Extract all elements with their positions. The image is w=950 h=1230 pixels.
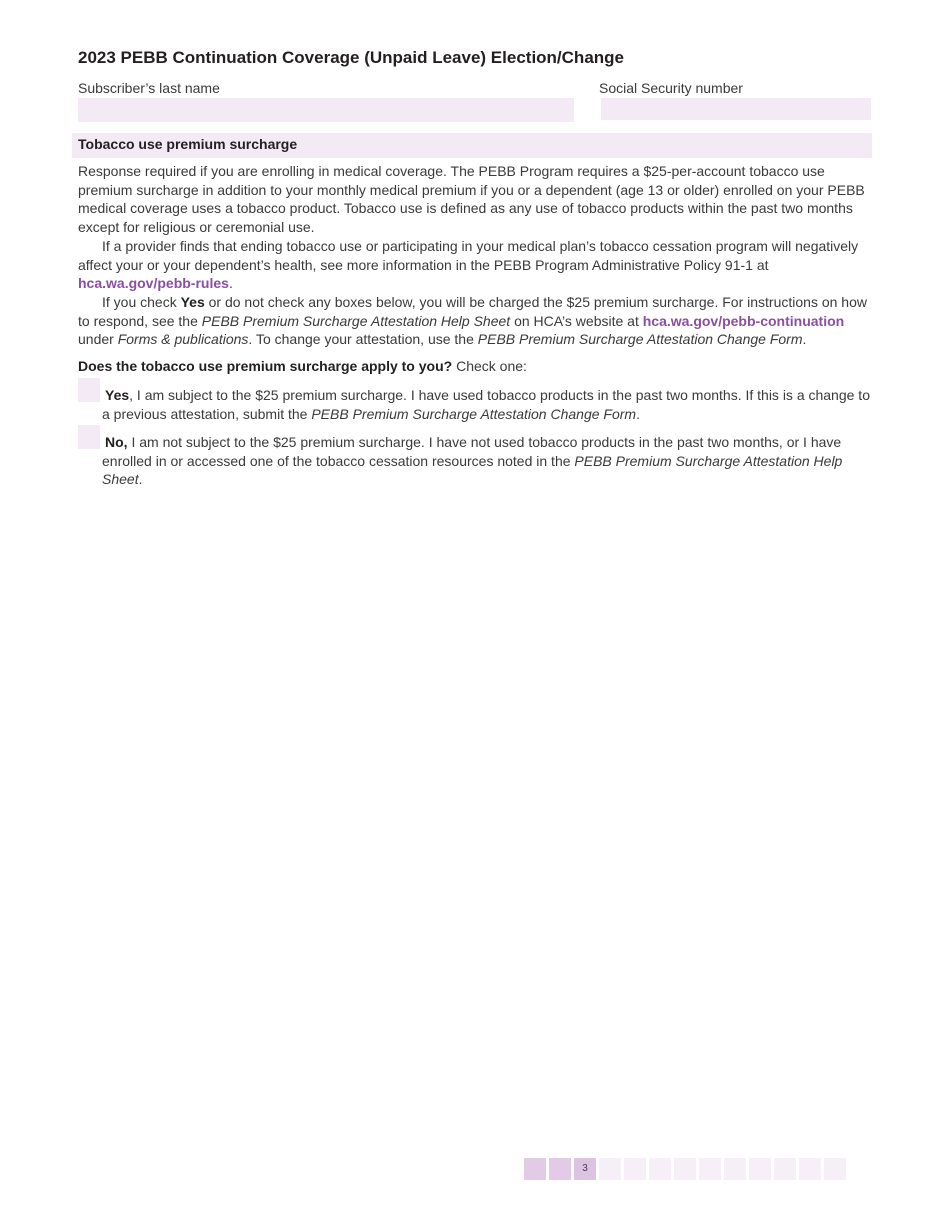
yes-checkbox[interactable] [78,378,100,402]
ssn-label: Social Security number [599,80,743,96]
yes-change-form: PEBB Premium Surcharge Attestation Change Form [311,405,637,422]
tobacco-paragraph-2 [78,237,870,293]
pebb-continuation-link[interactable]: hca.wa.gov/pebb-continuation [642,312,845,329]
tobacco-paragraph-3 [78,293,870,349]
surcharge-question [78,358,527,374]
no-help-sheet: PEBB Premium Surcharge Attestation Help Sheet [102,452,843,488]
page-cell-2 [549,1158,571,1180]
page-cell-7 [674,1158,696,1180]
para3-forms: Forms & publications [117,331,249,348]
question-bold: Does the tobacco use premium surcharge apply to you? [78,358,453,374]
para3-change-form: PEBB Premium Surcharge Attestation Change Form [477,331,803,348]
yes-label: Yes [105,387,130,403]
yes-option-text [102,386,870,423]
last-name-label: Subscriber’s last name [78,80,220,96]
pebb-rules-link[interactable]: hca.wa.gov/pebb-rules [78,275,229,292]
page-cell-4 [599,1158,621,1180]
page-cell-current: 3 [574,1158,596,1180]
page-cell-9 [724,1158,746,1180]
page-cell-10 [749,1158,771,1180]
para3-f: . [802,331,807,348]
page-cell-11 [774,1158,796,1180]
page-cell-5 [624,1158,646,1180]
page-cell-1 [524,1158,546,1180]
no-text: I am not subject to the $25 premium surcharge. I have not used tobacco products in the past two months, or I have enrolled in or accessed one of the tobacco cessation resources noted in the [102,434,842,469]
para3-e: . To change your attestation, use the [248,331,478,348]
tobacco-paragraph-1: Response required if you are enrolling in medical coverage. The PEBB Program requires a $25-per-account tobacco use premium surcharge in addition to your monthly medical premium if you or a dependent (age 13 or older) enrolled on your PEBB medical coverage uses a tobacco product. Tobacco use is defined as any use of tobacco products within the past two months except for religious or ceremonial use. [78,163,865,235]
question-rest: Check one: [452,358,527,374]
page-cell-12 [799,1158,821,1180]
yes-end: . [636,405,640,422]
para2-text: If a provider finds that ending tobacco use or participating in your medical plan’s tobacco cessation program will negatively affect your or your dependent’s health, see more information in the PEBB Program Administrative Policy 91-1 at [78,238,859,273]
no-checkbox[interactable] [78,425,100,449]
page-cell-6 [649,1158,671,1180]
page-cell-8 [699,1158,721,1180]
para2-end: . [228,275,233,292]
form-title: 2023 PEBB Continuation Coverage (Unpaid Leave) Election/Change [78,48,624,67]
para3-yes: Yes [180,294,205,310]
no-end: . [138,471,143,488]
last-name-input[interactable] [78,98,574,122]
ssn-input[interactable] [601,98,871,120]
no-option-text [102,433,870,489]
para3-b: or do not check any boxes below, you will be charged the $25 premium surcharge. For instructions on how to respond, see the [78,294,867,329]
page-cell-13 [824,1158,846,1180]
section-title: Tobacco use premium surcharge [78,136,298,152]
no-label: No, [105,434,128,450]
para3-help-sheet: PEBB Premium Surcharge Attestation Help Sheet [201,312,511,329]
yes-text: , I am subject to the $25 premium surcharge. I have used tobacco products in the past two months. If this is a change to a previous attestation, submit the [102,387,870,422]
para3-a: If you check [102,294,181,310]
para3-c: on HCA’s website at [510,312,643,329]
para3-d: under [78,331,118,348]
